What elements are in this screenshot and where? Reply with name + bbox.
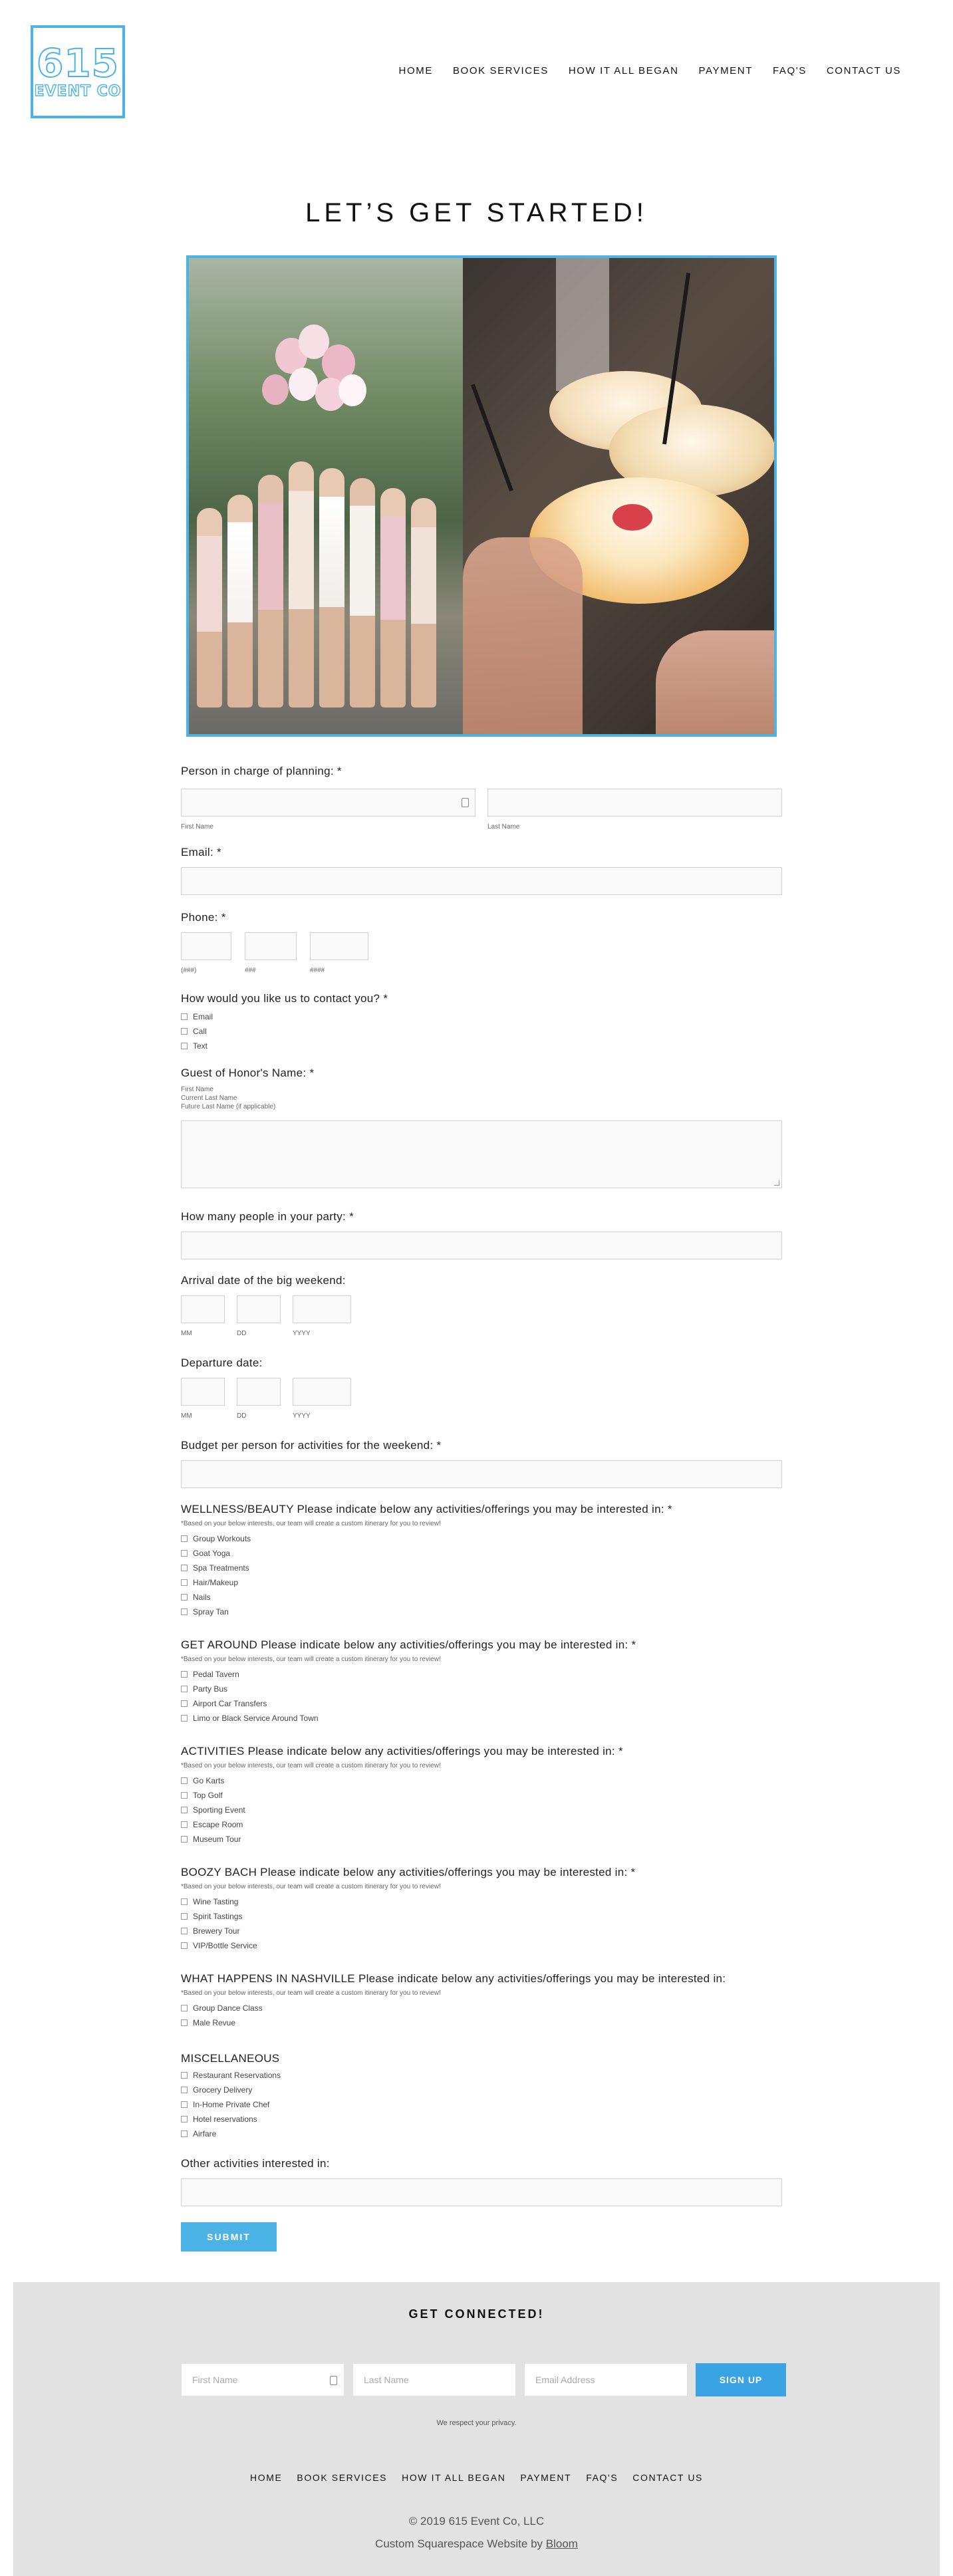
contact-call-label: Call bbox=[193, 1027, 207, 1036]
departure-day-hint: DD bbox=[237, 1412, 247, 1420]
nails-checkbox[interactable] bbox=[181, 1594, 188, 1601]
pedal-tavern-checkbox[interactable] bbox=[181, 1671, 188, 1678]
arrival-day-hint: DD bbox=[237, 1330, 247, 1337]
budget-input[interactable] bbox=[181, 1460, 782, 1488]
balloon bbox=[289, 368, 318, 401]
escape-room-label: Escape Room bbox=[193, 1820, 243, 1829]
restaurant-reservations-checkbox[interactable] bbox=[181, 2072, 188, 2079]
signup-button[interactable]: SIGN UP bbox=[696, 2363, 786, 2396]
phone-area-input[interactable] bbox=[181, 932, 231, 960]
wellness-group bbox=[181, 1503, 672, 1619]
person bbox=[380, 488, 406, 708]
guest-label: Guest of Honor's Name: * bbox=[181, 1067, 315, 1079]
hair-makeup-checkbox[interactable] bbox=[181, 1579, 188, 1586]
newsletter-last-name-placeholder: Last Name bbox=[364, 2375, 409, 2385]
airfare-checkbox[interactable] bbox=[181, 2130, 188, 2137]
arrival-date-group bbox=[181, 1274, 351, 1337]
departure-date-group bbox=[181, 1356, 351, 1420]
get-around-note: *Based on your below interests, our team will create a custom itinerary for you to review! bbox=[181, 1656, 441, 1663]
get-around-group bbox=[181, 1638, 636, 1726]
party-bus-label: Party Bus bbox=[193, 1684, 228, 1694]
newsletter-title: GET CONNECTED! bbox=[408, 2307, 545, 2321]
spa-treatments-label: Spa Treatments bbox=[193, 1563, 249, 1573]
party-size-group bbox=[181, 1210, 782, 1259]
contact-method-label: How would you like us to contact you? * bbox=[181, 992, 388, 1005]
wellness-label: WELLNESS/BEAUTY Please indicate below any activities/offerings you may be interested in: * bbox=[181, 1503, 672, 1515]
person bbox=[319, 468, 344, 708]
brewery-tour-label: Brewery Tour bbox=[193, 1926, 240, 1936]
site-credit bbox=[13, 2537, 940, 2551]
contact-email-label: Email bbox=[193, 1012, 213, 1021]
nashville-group bbox=[181, 1972, 726, 2030]
departure-year-hint: YYYY bbox=[293, 1412, 311, 1420]
nav-contact-us[interactable]: CONTACT US bbox=[826, 65, 901, 76]
planner-field-group bbox=[181, 765, 782, 831]
other-activities-input[interactable] bbox=[181, 2178, 782, 2206]
footer-nav-home[interactable]: HOME bbox=[250, 2472, 283, 2483]
guest-of-honor-group bbox=[181, 1067, 782, 1188]
person bbox=[227, 495, 253, 708]
spirit-tastings-checkbox[interactable] bbox=[181, 1913, 188, 1920]
newsletter-email-placeholder: Email Address bbox=[535, 2375, 595, 2385]
spirit-tastings-label: Spirit Tastings bbox=[193, 1912, 243, 1921]
nav-home[interactable]: HOME bbox=[398, 65, 433, 76]
first-name-hint: First Name bbox=[181, 823, 213, 831]
private-chef-label: In-Home Private Chef bbox=[193, 2100, 270, 2109]
budget-label: Budget per person for activities for the weekend: * bbox=[181, 1439, 442, 1452]
spa-treatments-checkbox[interactable] bbox=[181, 1565, 188, 1571]
activities-note: *Based on your below interests, our team will create a custom itinerary for you to review! bbox=[181, 1762, 441, 1769]
site-footer bbox=[13, 2282, 940, 2576]
planner-label: Person in charge of planning: * bbox=[181, 765, 342, 777]
hotel-reservations-label: Hotel reservations bbox=[193, 2115, 257, 2124]
wine-tasting-label: Wine Tasting bbox=[193, 1897, 239, 1906]
phone-area-hint: (###) bbox=[181, 967, 197, 974]
copyright: © 2019 615 Event Co, LLC bbox=[408, 2515, 545, 2527]
miscellaneous-label: MISCELLANEOUS bbox=[181, 2052, 280, 2065]
nashville-label: WHAT HAPPENS IN NASHVILLE Please indicate below any activities/offerings you may be interested in: bbox=[181, 1972, 726, 1985]
party-photo bbox=[189, 258, 463, 734]
main-nav bbox=[399, 65, 901, 76]
boozy-bach-group bbox=[181, 1866, 635, 1953]
boozy-bach-note: *Based on your below interests, our team will create a custom itinerary for you to review! bbox=[181, 1883, 441, 1890]
male-revue-label: Male Revue bbox=[193, 2018, 236, 2027]
group-workouts-label: Group Workouts bbox=[193, 1534, 251, 1543]
site-header bbox=[0, 0, 953, 133]
airfare-label: Airfare bbox=[193, 2129, 217, 2138]
phone-field-group bbox=[181, 911, 368, 974]
site-logo[interactable] bbox=[31, 25, 125, 118]
footer-nav-contact-us[interactable]: CONTACT US bbox=[632, 2472, 703, 2483]
get-around-label: GET AROUND Please indicate below any activities/offerings you may be interested in: * bbox=[181, 1638, 636, 1651]
guest-textarea[interactable] bbox=[181, 1120, 782, 1188]
newsletter-first-name-placeholder: First Name bbox=[192, 2375, 238, 2385]
other-activities-label: Other activities interested in: bbox=[181, 2157, 330, 2170]
nav-book-services[interactable]: BOOK SERVICES bbox=[452, 65, 549, 76]
restaurant-reservations-label: Restaurant Reservations bbox=[193, 2071, 281, 2080]
departure-year-input[interactable] bbox=[293, 1378, 351, 1406]
nav-how-it-all-began[interactable]: HOW IT ALL BEGAN bbox=[568, 65, 679, 76]
boozy-bach-label: BOOZY BACH Please indicate below any activities/offerings you may be interested in: * bbox=[181, 1866, 636, 1878]
arrival-year-input[interactable] bbox=[293, 1295, 351, 1323]
newsletter-last-name-input[interactable] bbox=[352, 2363, 516, 2396]
activities-group bbox=[181, 1745, 623, 1847]
phone-prefix-hint: ### bbox=[245, 967, 256, 974]
email-field-group bbox=[181, 846, 782, 895]
last-name-input[interactable] bbox=[487, 789, 782, 817]
straw bbox=[471, 384, 513, 491]
nails-label: Nails bbox=[193, 1593, 211, 1602]
museum-tour-checkbox[interactable] bbox=[181, 1836, 188, 1843]
submit-button[interactable]: SUBMIT bbox=[181, 2222, 277, 2252]
male-revue-checkbox[interactable] bbox=[181, 2019, 188, 2026]
page-title: LET’S GET STARTED! bbox=[305, 198, 648, 227]
privacy-note: We respect your privacy. bbox=[436, 2419, 517, 2427]
footer-nav-payment[interactable]: PAYMENT bbox=[520, 2472, 572, 2483]
escape-room-checkbox[interactable] bbox=[181, 1821, 188, 1828]
contact-email-checkbox[interactable] bbox=[181, 1013, 188, 1020]
departure-day-input[interactable] bbox=[237, 1378, 281, 1406]
phone-label: Phone: * bbox=[181, 911, 226, 924]
person bbox=[411, 498, 436, 708]
logo-number: 615 bbox=[36, 41, 120, 86]
grocery-delivery-label: Grocery Delivery bbox=[193, 2085, 253, 2095]
balloon bbox=[262, 374, 289, 405]
email-input[interactable] bbox=[181, 867, 782, 895]
goat-yoga-checkbox[interactable] bbox=[181, 1550, 188, 1557]
go-karts-checkbox[interactable] bbox=[181, 1777, 188, 1784]
person bbox=[197, 508, 222, 708]
nav-faqs[interactable]: FAQ'S bbox=[772, 65, 807, 76]
limo-service-checkbox[interactable] bbox=[181, 1715, 188, 1722]
first-name-input[interactable] bbox=[181, 789, 476, 817]
group-dance-class-checkbox[interactable] bbox=[181, 2005, 188, 2011]
footer-nav-faqs[interactable]: FAQ'S bbox=[586, 2472, 618, 2483]
departure-month-hint: MM bbox=[181, 1412, 192, 1420]
private-chef-checkbox[interactable] bbox=[181, 2101, 188, 2108]
phone-line-input[interactable] bbox=[310, 932, 368, 960]
credit-prefix: Custom Squarespace Website by bbox=[375, 2537, 546, 2550]
footer-nav-how-it-all-began[interactable]: HOW IT ALL BEGAN bbox=[402, 2472, 506, 2483]
autofill-icon bbox=[462, 798, 469, 807]
vip-bottle-service-checkbox[interactable] bbox=[181, 1942, 188, 1949]
phone-prefix-input[interactable] bbox=[245, 932, 297, 960]
hotel-reservations-checkbox[interactable] bbox=[181, 2116, 188, 2123]
grocery-delivery-checkbox[interactable] bbox=[181, 2087, 188, 2093]
hair-makeup-label: Hair/Makeup bbox=[193, 1578, 239, 1587]
hero-image bbox=[186, 255, 777, 737]
top-golf-checkbox[interactable] bbox=[181, 1792, 188, 1799]
nav-payment[interactable]: PAYMENT bbox=[698, 65, 753, 76]
arrival-year-hint: YYYY bbox=[293, 1330, 311, 1337]
newsletter-first-name-input[interactable] bbox=[181, 2363, 344, 2396]
pedal-tavern-label: Pedal Tavern bbox=[193, 1670, 239, 1679]
departure-month-input[interactable] bbox=[181, 1378, 225, 1406]
arrival-month-hint: MM bbox=[181, 1330, 192, 1337]
spray-tan-checkbox[interactable] bbox=[181, 1609, 188, 1615]
party-bus-checkbox[interactable] bbox=[181, 1686, 188, 1692]
resize-handle-icon[interactable] bbox=[774, 1180, 779, 1186]
wellness-note: *Based on your below interests, our team will create a custom itinerary for you to review! bbox=[181, 1520, 441, 1527]
party-size-input[interactable] bbox=[181, 1231, 782, 1259]
miscellaneous-group bbox=[181, 2052, 281, 2141]
wine-tasting-checkbox[interactable] bbox=[181, 1898, 188, 1905]
last-name-hint: Last Name bbox=[487, 823, 520, 831]
email-label: Email: * bbox=[181, 846, 221, 858]
guest-hint-current: Current Last Name bbox=[181, 1095, 237, 1102]
sporting-event-label: Sporting Event bbox=[193, 1805, 245, 1815]
spray-tan-label: Spray Tan bbox=[193, 1607, 229, 1616]
limo-service-label: Limo or Black Service Around Town bbox=[193, 1714, 319, 1723]
airport-transfers-label: Airport Car Transfers bbox=[193, 1699, 267, 1708]
garnish bbox=[613, 504, 652, 531]
person bbox=[258, 475, 283, 708]
go-karts-label: Go Karts bbox=[193, 1776, 225, 1785]
autofill-icon bbox=[330, 2376, 337, 2385]
departure-label: Departure date: bbox=[181, 1356, 263, 1369]
footer-nav bbox=[13, 2472, 940, 2483]
museum-tour-label: Museum Tour bbox=[193, 1835, 241, 1844]
sporting-event-checkbox[interactable] bbox=[181, 1807, 188, 1813]
contact-call-checkbox[interactable] bbox=[181, 1028, 188, 1035]
vip-bottle-service-label: VIP/Bottle Service bbox=[193, 1941, 257, 1950]
person bbox=[350, 478, 375, 708]
cocktail-photo bbox=[463, 258, 774, 734]
top-golf-label: Top Golf bbox=[193, 1791, 223, 1800]
footer-nav-book-services[interactable]: BOOK SERVICES bbox=[297, 2472, 388, 2483]
arrival-month-input[interactable] bbox=[181, 1295, 225, 1323]
airport-transfers-checkbox[interactable] bbox=[181, 1700, 188, 1707]
phone-line-hint: #### bbox=[310, 967, 325, 974]
party-size-label: How many people in your party: * bbox=[181, 1210, 354, 1223]
nashville-note: *Based on your below interests, our team will create a custom itinerary for you to review! bbox=[181, 1990, 441, 1997]
guest-hint-first: First Name bbox=[181, 1086, 213, 1093]
group-workouts-checkbox[interactable] bbox=[181, 1535, 188, 1542]
arrival-label: Arrival date of the big weekend: bbox=[181, 1274, 346, 1287]
goat-yoga-label: Goat Yoga bbox=[193, 1549, 231, 1558]
other-activities-group bbox=[181, 2157, 782, 2206]
group-dance-class-label: Group Dance Class bbox=[193, 2003, 263, 2013]
contact-text-checkbox[interactable] bbox=[181, 1043, 188, 1049]
contact-text-label: Text bbox=[193, 1041, 208, 1051]
newsletter-email-input[interactable] bbox=[524, 2363, 688, 2396]
arrival-day-input[interactable] bbox=[237, 1295, 281, 1323]
balloon bbox=[339, 374, 366, 406]
guest-hint-future: Future Last Name (if applicable) bbox=[181, 1103, 276, 1110]
activities-label: ACTIVITIES Please indicate below any activities/offerings you may be interested in: * bbox=[181, 1745, 623, 1757]
budget-group bbox=[181, 1439, 782, 1488]
credit-link[interactable]: Bloom bbox=[545, 2537, 578, 2550]
person bbox=[289, 461, 314, 708]
brewery-tour-checkbox[interactable] bbox=[181, 1928, 188, 1934]
logo-text: EVENT CO bbox=[34, 83, 122, 100]
contact-method-group bbox=[181, 992, 388, 1053]
